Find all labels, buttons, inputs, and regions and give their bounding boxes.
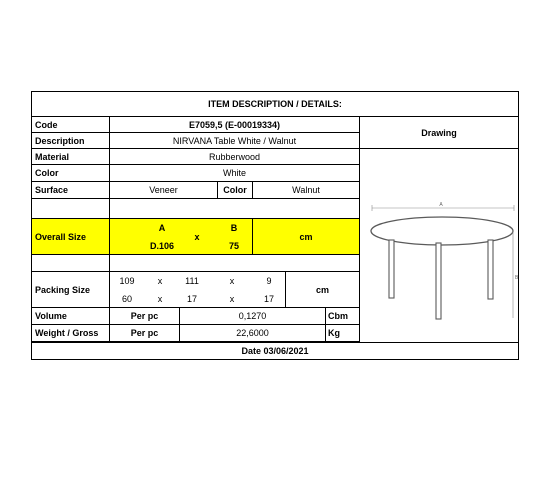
packing-r2-c4: x xyxy=(229,294,235,304)
packing-r1-c1: 109 xyxy=(119,276,135,286)
table-leg-center xyxy=(436,243,441,319)
drawing-panel xyxy=(359,117,518,342)
overall-size-x: x xyxy=(194,232,200,242)
table-leg-right xyxy=(488,240,493,299)
overall-size-b-label: B xyxy=(230,223,238,233)
packing-r1-c3: 111 xyxy=(185,276,199,286)
packing-size-row xyxy=(32,272,359,308)
description-label: Description xyxy=(35,135,85,146)
color-row xyxy=(32,165,359,182)
description-value: NIRVANA Table White / Walnut xyxy=(109,133,359,148)
header-row xyxy=(32,92,518,117)
volume-value: 0,1270 xyxy=(179,308,325,324)
volume-label: Volume xyxy=(35,311,67,321)
item-details-sheet xyxy=(31,91,519,360)
code-row xyxy=(32,117,359,133)
weight-per: Per pc xyxy=(109,325,179,341)
surface-label: Surface xyxy=(35,185,69,195)
packing-r2-c1: 60 xyxy=(121,294,132,304)
date-value: Date 03/06/2021 xyxy=(241,346,309,356)
volume-per: Per pc xyxy=(109,308,179,324)
packing-size-unit: cm xyxy=(285,272,359,307)
spacer-divider-2 xyxy=(109,255,359,271)
overall-size-a-value: D.106 xyxy=(149,241,175,251)
material-label: Material xyxy=(35,151,70,162)
surface-value: Veneer xyxy=(109,182,217,198)
packing-r1-c2: x xyxy=(157,276,163,286)
volume-unit: Cbm xyxy=(325,308,359,324)
spacer-divider xyxy=(109,199,359,218)
dimension-label-a: A xyxy=(439,202,443,208)
dimension-label-b: B xyxy=(515,275,519,281)
packing-size-label: Packing Size xyxy=(35,284,91,295)
date-row xyxy=(32,342,518,359)
code-value: E7059,5 (E-00019334) xyxy=(109,117,359,132)
color-label: Color xyxy=(35,168,59,178)
spacer-row-1 xyxy=(32,199,359,219)
overall-size-unit: cm xyxy=(252,219,359,254)
packing-r2-c5: 17 xyxy=(263,294,274,304)
surface-row xyxy=(32,182,359,199)
color-value: White xyxy=(109,165,359,181)
weight-value: 22,6000 xyxy=(179,325,325,341)
overall-size-a-label: A xyxy=(158,223,166,233)
packing-r1-c4: x xyxy=(229,276,235,286)
packing-r2-c2: x xyxy=(157,294,163,304)
sheet-title: ITEM DESCRIPTION / DETAILS: xyxy=(208,99,342,109)
table-leg-left xyxy=(389,240,394,298)
volume-row xyxy=(32,308,359,325)
table-drawing xyxy=(360,150,517,342)
description-row xyxy=(32,133,359,149)
surface-color-value: Walnut xyxy=(252,182,359,198)
overall-size-b-value: 75 xyxy=(228,241,239,251)
overall-size-row xyxy=(32,219,359,255)
spacer-row-2 xyxy=(32,255,359,272)
weight-label: Weight / Gross xyxy=(35,328,99,338)
packing-r1-c5: 9 xyxy=(266,276,272,286)
overall-size-label: Overall Size xyxy=(35,231,87,242)
weight-unit: Kg xyxy=(325,325,359,341)
surface-color-label: Color xyxy=(217,182,252,198)
code-label: Code xyxy=(35,119,58,130)
material-value: Rubberwood xyxy=(109,149,359,164)
drawing-title: Drawing xyxy=(360,117,518,149)
material-row xyxy=(32,149,359,165)
weight-row xyxy=(32,325,359,342)
packing-r2-c3: 17 xyxy=(186,294,197,304)
